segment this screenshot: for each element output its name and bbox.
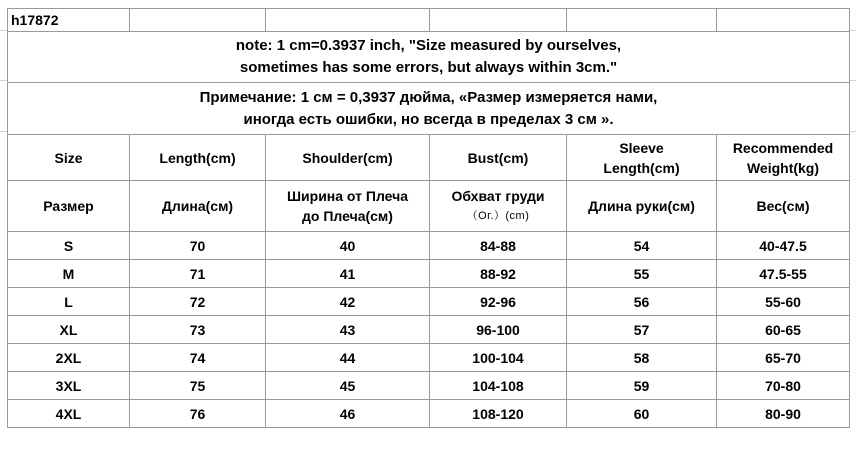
table-row — [8, 344, 850, 372]
cell-shoulder[interactable]: 41 — [266, 260, 430, 288]
header-shoulder[interactable] — [266, 135, 430, 181]
cell-bust[interactable]: 84-88 — [430, 232, 567, 260]
header-row-english — [8, 135, 850, 181]
note-russian-line-2: иногда есть ошибки, но всегда в пределах 3 см ». — [243, 110, 614, 128]
cell-length[interactable]: 72 — [130, 288, 266, 316]
cell-size[interactable]: M — [8, 260, 130, 288]
cell-shoulder[interactable]: 43 — [266, 316, 430, 344]
header-weight-ru[interactable] — [717, 181, 850, 232]
cell-length[interactable]: 74 — [130, 344, 266, 372]
header-line: Sleeve — [619, 139, 664, 156]
cell-length[interactable]: 73 — [130, 316, 266, 344]
size-chart-table — [7, 8, 850, 428]
cell-shoulder[interactable]: 45 — [266, 372, 430, 400]
header-bust-ru[interactable] — [430, 181, 567, 232]
header-bust[interactable] — [430, 135, 567, 181]
header-line: Shoulder(cm) — [302, 149, 393, 166]
cell-sleeve[interactable]: 55 — [567, 260, 717, 288]
header-line: Обхват груди — [451, 188, 545, 204]
product-code-cell[interactable]: h17872 — [8, 9, 130, 32]
header-line: до Плеча(см) — [302, 208, 393, 224]
cell-bust[interactable]: 108-120 — [430, 400, 567, 428]
cell-bust[interactable]: 88-92 — [430, 260, 567, 288]
header-line: Ширина от Плеча — [286, 188, 409, 204]
header-size[interactable] — [8, 135, 130, 181]
cell-length[interactable]: 71 — [130, 260, 266, 288]
title-row — [8, 9, 850, 32]
empty-cell[interactable] — [717, 9, 850, 32]
header-line: Recommended — [732, 139, 834, 156]
gridline — [849, 80, 856, 81]
cell-bust[interactable]: 104-108 — [430, 372, 567, 400]
note-russian-row — [8, 83, 850, 135]
cell-weight[interactable]: 55-60 — [717, 288, 850, 316]
header-line: Длина руки(см) — [588, 198, 695, 214]
cell-bust[interactable]: 92-96 — [430, 288, 567, 316]
cell-shoulder[interactable]: 44 — [266, 344, 430, 372]
header-length[interactable] — [130, 135, 266, 181]
header-line: Размер — [43, 198, 94, 214]
note-english-row — [8, 32, 850, 83]
cell-size[interactable]: L — [8, 288, 130, 316]
cell-sleeve[interactable]: 57 — [567, 316, 717, 344]
cell-weight[interactable]: 60-65 — [717, 316, 850, 344]
cell-sleeve[interactable]: 54 — [567, 232, 717, 260]
cell-weight[interactable]: 47.5-55 — [717, 260, 850, 288]
note-russian-cell[interactable] — [8, 83, 850, 135]
cell-weight[interactable]: 65-70 — [717, 344, 850, 372]
header-line-small: （Ог.）(cm) — [466, 210, 530, 222]
empty-cell[interactable] — [130, 9, 266, 32]
header-recommended-weight[interactable] — [717, 135, 850, 181]
cell-size[interactable]: S — [8, 232, 130, 260]
header-length-ru[interactable] — [130, 181, 266, 232]
empty-cell[interactable] — [430, 9, 567, 32]
header-line: Length(cm) — [159, 149, 236, 166]
cell-sleeve[interactable]: 59 — [567, 372, 717, 400]
header-line: Длина(см) — [161, 198, 234, 214]
table-row — [8, 260, 850, 288]
cell-length[interactable]: 76 — [130, 400, 266, 428]
header-line: Bust(cm) — [467, 149, 529, 166]
empty-cell[interactable] — [266, 9, 430, 32]
table-row — [8, 288, 850, 316]
cell-shoulder[interactable]: 40 — [266, 232, 430, 260]
cell-weight[interactable]: 80-90 — [717, 400, 850, 428]
cell-bust[interactable]: 100-104 — [430, 344, 567, 372]
header-size-ru[interactable] — [8, 181, 130, 232]
note-english-cell[interactable] — [8, 32, 850, 83]
cell-sleeve[interactable]: 58 — [567, 344, 717, 372]
cell-sleeve[interactable]: 60 — [567, 400, 717, 428]
cell-size[interactable]: 2XL — [8, 344, 130, 372]
header-line: Size — [54, 149, 83, 166]
gridline — [849, 131, 856, 132]
cell-size[interactable]: XL — [8, 316, 130, 344]
note-english-line-1: note: 1 cm=0.3937 inch, "Size measured by ourselves, — [235, 37, 622, 54]
cell-weight[interactable]: 70-80 — [717, 372, 850, 400]
cell-size[interactable]: 4XL — [8, 400, 130, 428]
header-shoulder-ru[interactable] — [266, 181, 430, 232]
gridline — [849, 30, 856, 31]
table-row — [8, 232, 850, 260]
note-russian-line-1: Примечание: 1 см = 0,3937 дюйма, «Размер измеряется нами, — [199, 88, 658, 106]
cell-shoulder[interactable]: 42 — [266, 288, 430, 316]
header-line: Weight(kg) — [746, 159, 820, 176]
table-row — [8, 372, 850, 400]
gridline — [0, 30, 7, 31]
cell-length[interactable]: 70 — [130, 232, 266, 260]
header-line: Length(cm) — [603, 159, 680, 176]
header-row-russian — [8, 181, 850, 232]
cell-sleeve[interactable]: 56 — [567, 288, 717, 316]
gridline — [0, 80, 7, 81]
empty-cell[interactable] — [567, 9, 717, 32]
cell-size[interactable]: 3XL — [8, 372, 130, 400]
cell-length[interactable]: 75 — [130, 372, 266, 400]
table-row — [8, 400, 850, 428]
gridline — [0, 131, 7, 132]
cell-shoulder[interactable]: 46 — [266, 400, 430, 428]
cell-bust[interactable]: 96-100 — [430, 316, 567, 344]
note-english-line-2: sometimes has some errors, but always within 3cm." — [239, 59, 618, 76]
header-sleeve-ru[interactable] — [567, 181, 717, 232]
cell-weight[interactable]: 40-47.5 — [717, 232, 850, 260]
header-sleeve-length[interactable] — [567, 135, 717, 181]
table-row — [8, 316, 850, 344]
header-line: Вес(см) — [756, 198, 810, 214]
